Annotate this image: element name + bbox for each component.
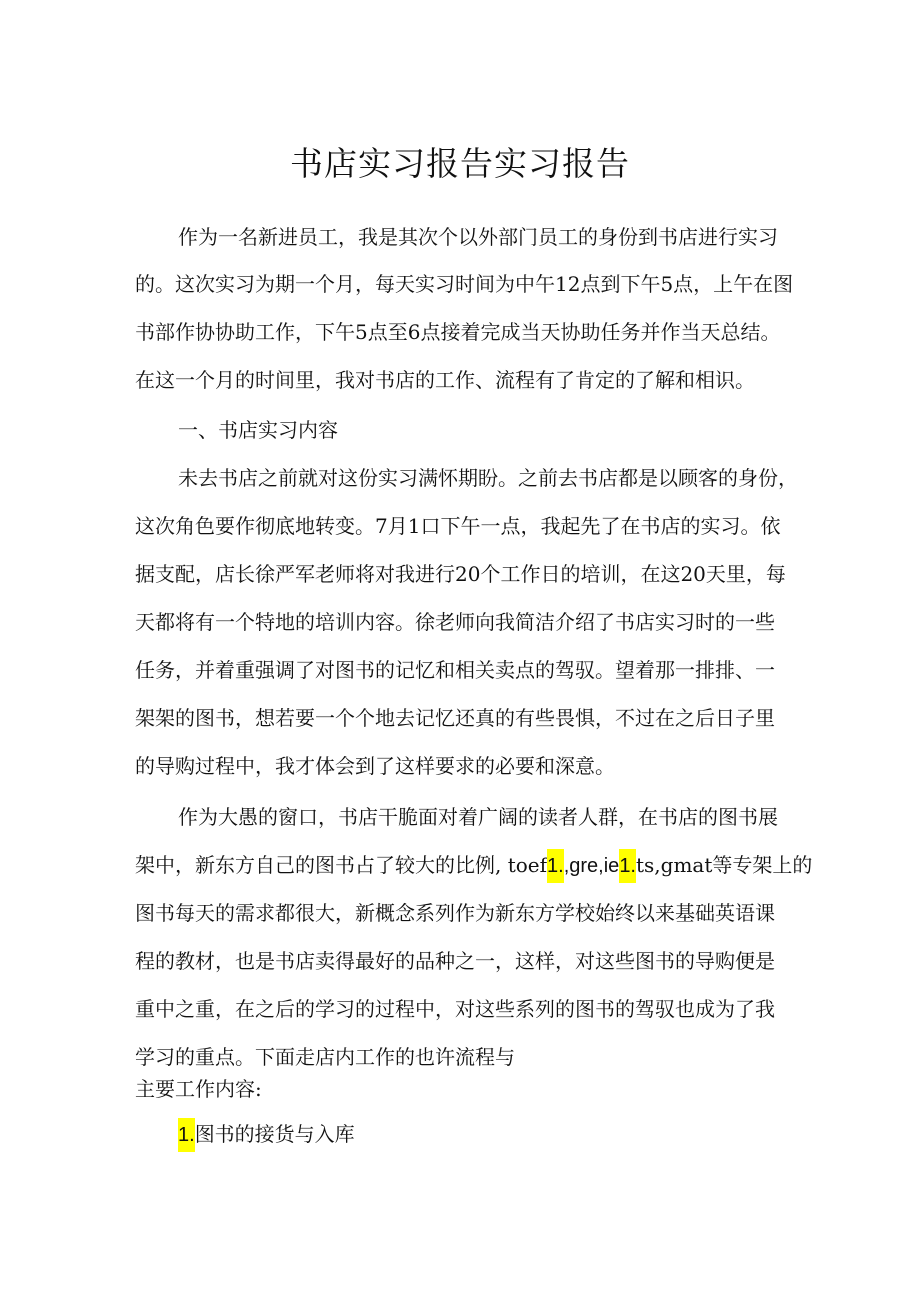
paragraph-3-line-6: 学习的重点。下面走店内工作的也许流程与: [135, 1045, 515, 1069]
paragraph-1-line-4: 在这一个月的时间里，我对书店的工作、流程有了肯定的了解和相识。: [135, 368, 755, 392]
paragraph-2-line-5: 任务，并着重强调了对图书的记忆和相关卖点的驾驭。望着那一排排、一: [135, 658, 775, 682]
paragraph-2-line-1: 未去书店之前就对这份实习满怀期盼。之前去书店都是以顾客的身份，: [178, 466, 798, 490]
list-item-1-number: 1.: [178, 1118, 195, 1152]
paragraph-3-line-2: [135, 851, 812, 880]
paragraph-1-line-3: 书部作协协助工作，下午5点至6点接着完成当天协助任务并作当天总结。: [135, 320, 781, 344]
paragraph-3-line-2-text-b: ,gre,ie: [563, 855, 620, 877]
paragraph-2-line-4: 天都将有一个特地的培训内容。徐老师向我简洁介绍了书店实习时的一些: [135, 610, 775, 634]
paragraph-3-line-1: 作为大愚的窗口，书店干脆面对着广阔的读者人群，在书店的图书展: [178, 805, 778, 829]
section-heading-1: 一、书店实习内容: [178, 418, 338, 442]
paragraph-1-line-1: 作为一名新进员工，我是其次个以外部门员工的身份到书店进行实习: [178, 225, 778, 249]
paragraph-1-line-2: 的。这次实习为期一个月，每天实习时间为中午12点到下午5点，上午在图: [135, 272, 794, 296]
highlighted-text-1: 1.: [547, 849, 564, 883]
paragraph-2-line-7: 的导购过程中，我才体会到了这样要求的必要和深意。: [135, 754, 615, 778]
highlighted-text-2: 1.: [619, 849, 636, 883]
paragraph-3-line-3: 图书每天的需求都很大，新概念系列作为新东方学校始终以来基础英语课: [135, 901, 775, 925]
paragraph-2-line-2: 这次角色要作彻底地转变。7月1口下午一点，我起先了在书店的实习。依: [135, 514, 781, 538]
document-title: 书店实习报告实习报告: [290, 144, 630, 183]
paragraph-3-line-5: 重中之重，在之后的学习的过程中，对这些系列的图书的驾驭也成为了我: [135, 997, 775, 1021]
list-item-1: [178, 1120, 355, 1149]
paragraph-2-line-3: 据支配，店长徐严军老师将对我进行20个工作日的培训，在这20天里，每: [135, 562, 786, 586]
paragraph-3-line-2-text-a: 架中，新东方自己的图书占了较大的比例, toef: [135, 853, 548, 877]
paragraph-2-line-6: 架架的图书，想若要一个个地去记忆还真的有些畏惧，不过在之后日子里: [135, 706, 775, 730]
paragraph-3-line-4: 程的教材，也是书店卖得最好的品种之一，这样，对这些图书的导购便是: [135, 949, 775, 973]
paragraph-3-line-2-text-c: ts,gmat等专架上的: [636, 853, 813, 877]
work-content-label: 主要工作内容:: [135, 1077, 262, 1101]
list-item-1-text: 图书的接货与入库: [194, 1122, 355, 1146]
